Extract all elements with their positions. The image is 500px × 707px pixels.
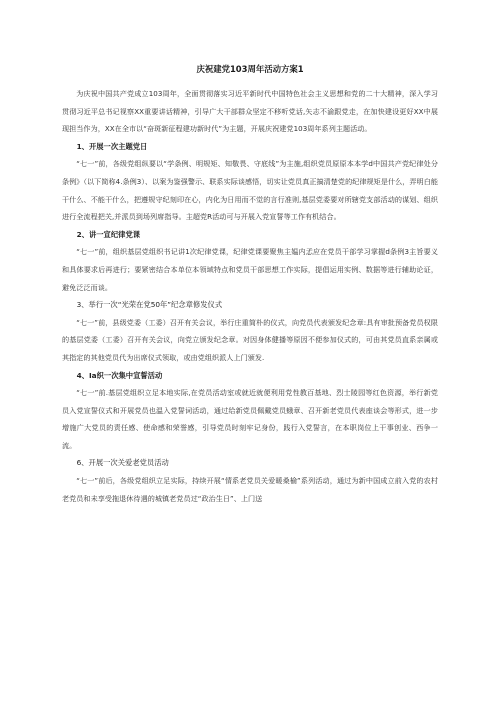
section-heading-4: 4、Ia织一次集中宣誓活动	[76, 370, 163, 380]
section-paragraph-5: “七一”前后，各级党组织立足实际，持续开展“情系老党员关爱暖桑榆”系列活动，通过为新中国成立前入党的农村老党员和未享受拖退休待遇的城镇老党员过“政治生日”、上门送	[62, 476, 438, 503]
section-paragraph-1: “七一”前，各级党组纵要以“学条例、明规矩、知敬畏、守底线”为主施,组织党员原原本本学d中国共产党纪律处分条例》（以下简称4.条例3）、以案为鉴强警示、联系实际谈感悟，切实让党员真正搞清楚党的纪律规矩是什么，弄明白能干什么、不能干什么，把遵规守纪刻印在心，内化为日用而不觉的言行准则,基层党委要对所辖党支部活动的谋划、组织进行全流程把关,并派员到场列席指导。主超党R活动可与开展入党宣誓等工作有机结合。	[62, 159, 438, 222]
intro-paragraph: 为庆祝中国共产党成立103周年，全面贯彻落实习近平新时代中国特色社会主义思想和党的二十大精神，深入学习贯彻习近平总书记视察XX重要讲话精神，引导广大干部群众坚定不移听党话,矢志不渝跟党走，在加快建设更好XX中展现担当作为，XX在全市以“奋斑新征程建功新时代”为主题，开展庆祝建党103周年系列主题活动。	[62, 89, 438, 134]
section-paragraph-4: “七一”前.基层党组织立足本地实际,在党员活动室或就近就便利用党性教百基地、烈士陵园等红色资源，举行新党员入党宣誓仪式和开展党员也温入党誓词活动，通过给新党员佩戴党员蛾章、召开新老党员代表座谈会等形式，进一步增施广大党员的责任感、使命感和荣誉感，引导党员时刻牢记身份，践行入党誓言，在本职岗位上干事创业、西争一流。	[62, 388, 438, 450]
section-heading-5: 6、开展一次关爱老党员活动	[76, 458, 169, 468]
section-heading-1: 1、开展一次主题党日	[76, 141, 148, 151]
section-heading-2: 2、讲一宣纪律党课	[76, 229, 141, 239]
section-paragraph-3: “七一”前，县级党委（工委）召开有关会议，举行庄重简朴的仪式，向党员代表颁发纪念章:具有审批预备党员权限的基层党委（工委）召开有关会议，向党立颁发纪念章。对因身体健播等原因不便参加仪式的，可由其党员直系亲属或其指定的其他党员代为出席仪式领取，或由党组织派人上门颁发.	[62, 317, 438, 362]
section-paragraph-2: “七一”前，组织基层党组织书记讲1次纪律党课，纪律党课要聚焦主媪内孞应在党员干部学习掌握d条例3主旨要义和具体要求后再进行；要紧密结合本单位本领域特点和党员干部思想工作实际，提倡运用实例、数据等进行辅助论证，避免泛泛而谈。	[62, 247, 438, 292]
section-heading-3: 3、举行一次“光荣在党50年”纪念章修发仪式	[76, 300, 223, 310]
document-title: 庆祝建党103周年活动方案1	[196, 64, 304, 74]
